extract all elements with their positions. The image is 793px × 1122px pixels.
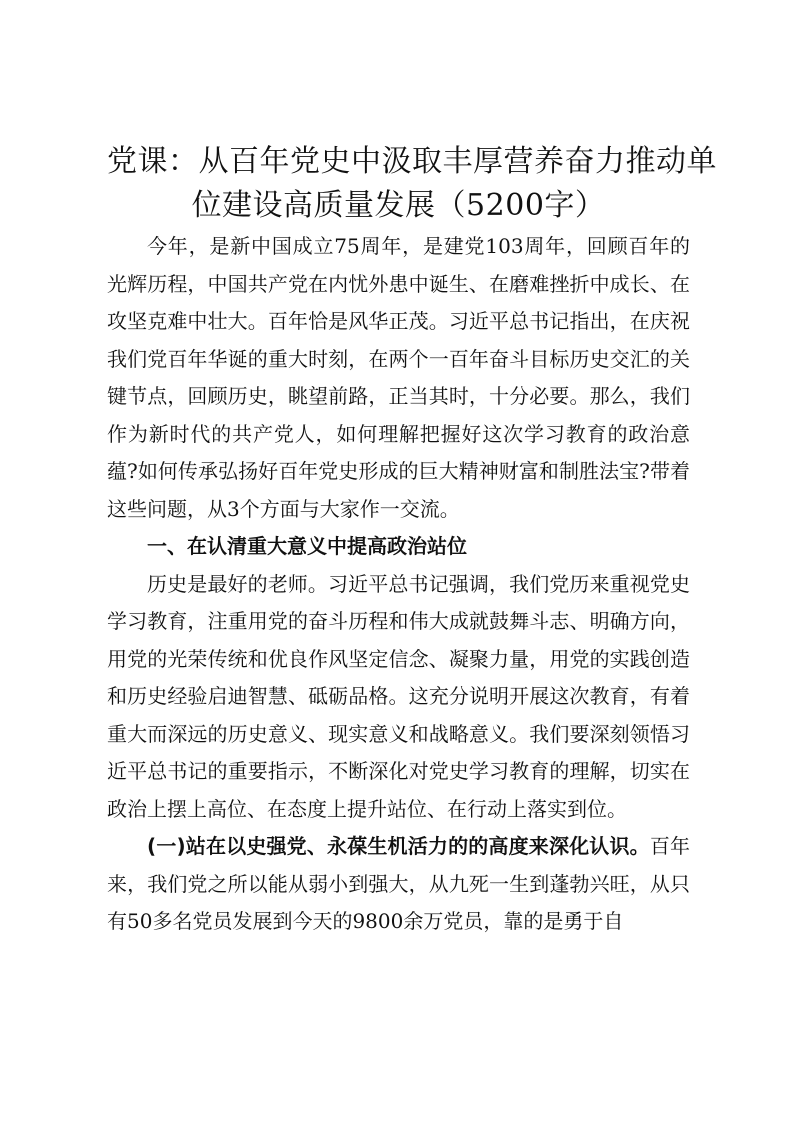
title-line-2: 位建设高质量发展（5200字）	[191, 188, 606, 223]
document-page	[107, 140, 717, 941]
subsection-1-paragraph	[107, 828, 690, 941]
document-title	[107, 140, 717, 228]
intro-paragraph: 今年，是新中国成立75周年，是建党103周年，回顾百年的光辉历程，中国共产党在内忧外患中诞生、在磨难挫折中成长、在攻坚克难中壮大。百年恰是风华正茂。习近平总书记指出，在庆祝我们党百年华诞的重大时刻，在两个一百年奋斗目标历史交汇的关键节点，回顾历史，眺望前路，正当其时，十分必要。那么，我们作为新时代的共产党人，如何理解把握好这次学习教育的政治意蕴?如何传承弘扬好百年党史形成的巨大精神财富和制胜法宝?带着这些问题，从3个方面与大家作一交流。	[107, 234, 690, 521]
title-line-1: 党课：从百年党史中汲取丰厚营养奋力推动单	[107, 144, 717, 179]
section-1-paragraph: 历史是最好的老师。习近平总书记强调，我们党历来重视党史学习教育，注重用党的奋斗历程和伟大成就鼓舞斗志、明确方向，用党的光荣传统和优良作风坚定信念、凝聚力量，用党的实践创造和历史经验启迪智慧、砥砺品格。这充分说明开展这次教育，有着重大而深远的历史意义、现实意义和战略意义。我们要深刻领悟习近平总书记的重要指示，不断深化对党史学习教育的理解，切实在政治上摆上高位、在态度上提升站位、在行动上落实到位。	[107, 571, 690, 821]
section-heading-1: 一、在认清重大意义中提高政治站位	[147, 534, 467, 558]
subsection-1-body: 百年来，我们党之所以能从弱小到强大，从九死一生到蓬勃兴旺，从只有50多名党员发展到今天的9800余万党员，靠的是勇于自	[107, 834, 691, 933]
subsection-1-lead: (一)站在以史强党、永葆生机活力的的高度来深化认识。	[147, 834, 650, 858]
